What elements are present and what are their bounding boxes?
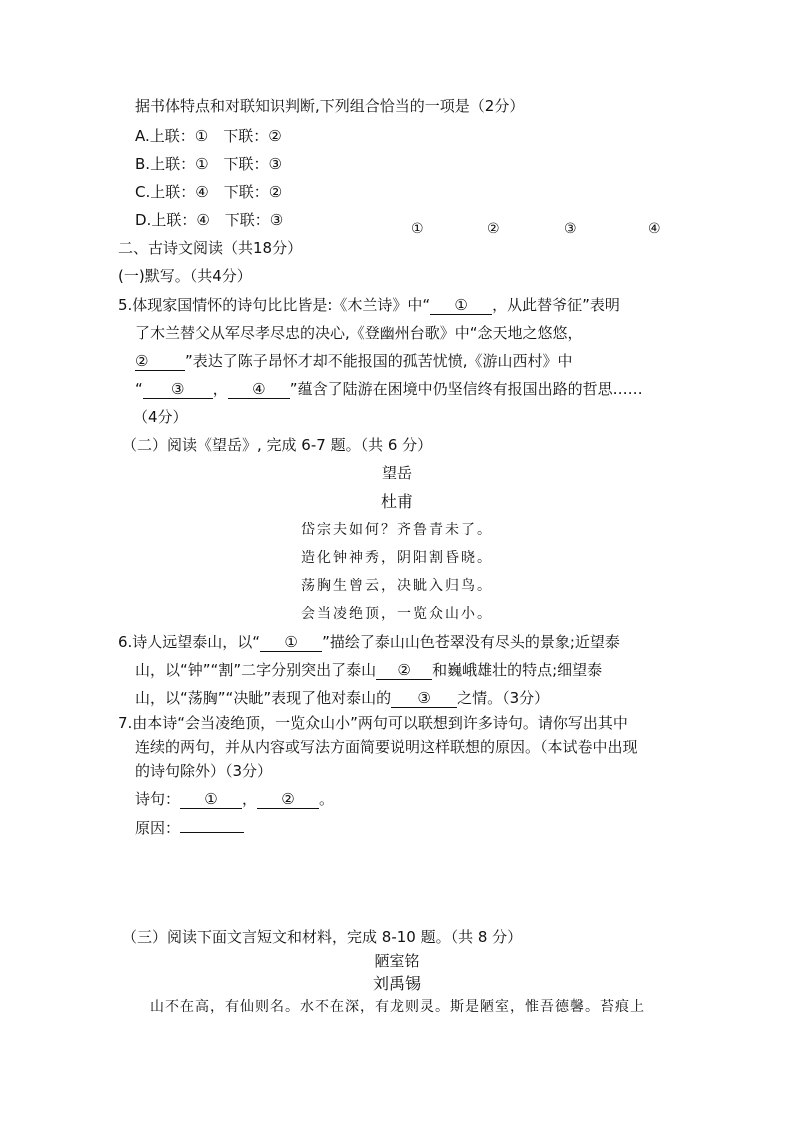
q5-text: “ bbox=[135, 380, 143, 398]
separator: ， bbox=[242, 790, 258, 808]
option-text: 上联：④ 下联：② bbox=[150, 183, 283, 201]
q4-option-b[interactable] bbox=[135, 154, 282, 174]
answer-blank-2[interactable]: ② bbox=[376, 662, 432, 680]
poem-line: 造化钟神秀，阴阳割昏晓。 bbox=[301, 550, 493, 566]
q5-text: ”蕴含了陆游在困境中仍坚信终有报国出路的哲思…… bbox=[289, 380, 643, 398]
part1-title: (一)默写。（共4分） bbox=[118, 267, 252, 285]
poem-label: 诗句： bbox=[135, 790, 181, 808]
option-letter: C. bbox=[135, 183, 151, 201]
option-text: 上联：① 下联：③ bbox=[150, 155, 282, 173]
q6-text: 山，以“钟”“割”二字分别突出了泰山 bbox=[135, 661, 377, 679]
q5-score: （4分） bbox=[133, 408, 188, 426]
q6-text: 和巍峨雄壮的特点;细望泰 bbox=[432, 661, 603, 679]
reason-label: 原因： bbox=[135, 819, 181, 837]
section-title: 二、古诗文阅读（共18分） bbox=[118, 239, 303, 257]
answer-blank-1[interactable]: ① bbox=[430, 297, 492, 315]
q4-option-c[interactable] bbox=[135, 182, 282, 202]
q7-poem-answer bbox=[135, 789, 334, 809]
option-text: 上联：④ 下联：③ bbox=[151, 211, 284, 229]
poem-line: 会当凌绝顶，一览众山小。 bbox=[301, 606, 493, 622]
q5-text: 5.体现家国情怀的诗句比比皆是:《木兰诗》中“ bbox=[118, 296, 431, 314]
essay-text-line: 山不在高，有仙则名。水不在深，有龙则灵。斯是陋室，惟吾德馨。苔痕上 bbox=[150, 999, 645, 1015]
q6-text: 6.诗人远望泰山，以“ bbox=[118, 633, 261, 651]
q7-line-1: 7.由本诗“会当凌绝顶，一览众山小”两句可以联想到许多诗句。请你写出其中 bbox=[118, 714, 628, 732]
q5-line-3 bbox=[135, 351, 573, 371]
q5-line-4 bbox=[135, 379, 643, 399]
q5-text: ”表达了陈子昂怀才却不能报国的孤苦忧愤,《游山西村》中 bbox=[185, 352, 573, 370]
period: 。 bbox=[319, 790, 335, 808]
q6-line-2 bbox=[135, 660, 602, 680]
part2-title: （二）阅读《望岳》, 完成 6-7 题。（共 6 分） bbox=[122, 436, 433, 454]
poem-line: 荡胸生曾云，决眦入归鸟。 bbox=[301, 578, 493, 594]
q7-line-3: 的诗句除外）（3分） bbox=[135, 762, 273, 780]
reason-answer-blank[interactable] bbox=[180, 817, 244, 833]
q5-text: ， bbox=[212, 380, 228, 398]
part3-title: （三）阅读下面文言短文和材料，完成 8-10 题。（共 8 分） bbox=[122, 928, 523, 946]
q4-stem: 据书体特点和对联知识判断,下列组合恰当的一项是（2分） bbox=[135, 97, 525, 115]
essay-title: 陋室铭 bbox=[374, 952, 420, 970]
answer-blank-1[interactable]: ① bbox=[180, 791, 242, 809]
option-letter: B. bbox=[135, 155, 151, 173]
answer-blank-3[interactable]: ③ bbox=[391, 690, 457, 708]
q5-text: ，从此替爷征”表明 bbox=[492, 296, 620, 314]
q6-text: 山，以“荡胸”“决眦”表现了他对泰山的 bbox=[135, 689, 392, 707]
image-label-2: ② bbox=[487, 221, 500, 237]
option-letter: A. bbox=[135, 127, 150, 145]
poem-line: 岱宗夫如何？齐鲁青未了。 bbox=[301, 522, 493, 538]
q6-line-3 bbox=[135, 688, 549, 708]
image-label-1: ① bbox=[411, 221, 424, 237]
q5-line-2: 了木兰替父从军尽孝尽忠的决心,《登幽州台歌》中“念天地之悠悠， bbox=[135, 324, 583, 342]
image-label-3: ③ bbox=[564, 221, 577, 237]
q5-line-1 bbox=[118, 295, 620, 315]
q4-option-a[interactable] bbox=[135, 126, 282, 146]
answer-blank-4[interactable]: ④ bbox=[228, 381, 290, 399]
answer-blank-2[interactable]: ② bbox=[257, 791, 319, 809]
essay-author: 刘禹锡 bbox=[372, 974, 421, 993]
q7-line-2: 连续的两句，并从内容或写法方面简要说明这样联想的原因。（本试卷中出现 bbox=[135, 738, 638, 756]
poem-author: 杜甫 bbox=[380, 492, 413, 511]
q4-option-d[interactable] bbox=[135, 210, 283, 230]
poem-title: 望岳 bbox=[381, 464, 412, 482]
answer-blank-3[interactable]: ③ bbox=[143, 381, 213, 399]
q7-reason bbox=[135, 817, 244, 838]
answer-blank-1[interactable]: ① bbox=[260, 634, 322, 652]
image-label-4: ④ bbox=[648, 221, 661, 237]
option-letter: D. bbox=[135, 211, 152, 229]
q6-text: ”描绘了泰山山色苍翠没有尽头的景象;近望泰 bbox=[322, 633, 620, 651]
answer-blank-2[interactable]: ② bbox=[135, 353, 185, 371]
option-text: 上联：① 下联：② bbox=[149, 127, 282, 145]
q6-text: 之情。（3分） bbox=[457, 689, 550, 707]
q6-line-1 bbox=[118, 632, 620, 652]
